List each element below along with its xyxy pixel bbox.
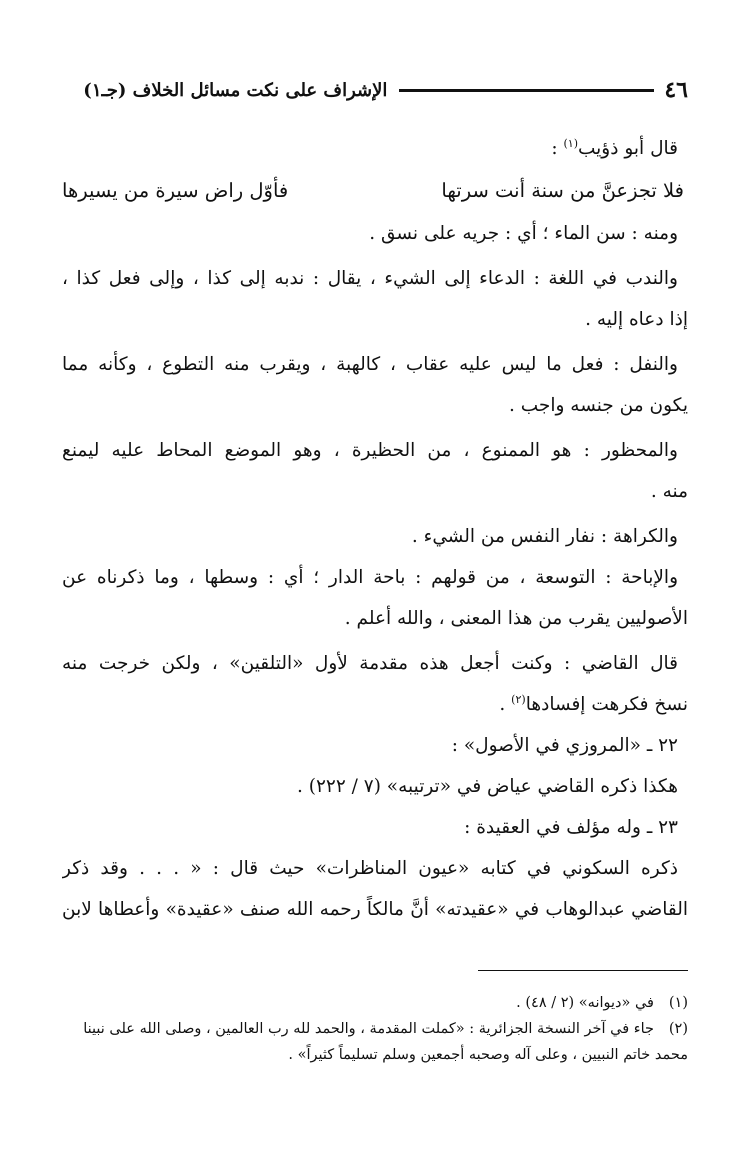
section-heading: ٢٣ ـ وله مؤلف في العقيدة : xyxy=(464,817,678,838)
footnote-number: (٢) xyxy=(668,1021,688,1037)
page-header xyxy=(62,72,688,108)
footnote-text: جاء في آخر النسخة الجزائرية : «كملت المقدمة ، والحمد لله رب العالمين ، وصلى الله على نبينا xyxy=(83,1021,654,1037)
text-line: إذا دعاه إليه . xyxy=(585,309,688,330)
text-line: يكون من جنسه واجب . xyxy=(508,395,688,416)
page-number: ٤٦ xyxy=(664,77,688,103)
text-line xyxy=(62,684,688,725)
text-line: منه . xyxy=(650,481,688,502)
footnote-separator xyxy=(478,970,688,971)
text-line: القاضي عبدالوهاب في «عقيدته» أنَّ مالكاً رحمه الله صنف «عقيدة» وأعطاها لابن xyxy=(62,899,688,920)
text-line: قال القاضي : وكنت أجعل هذه مقدمة لأول «التلقين» ، ولكن خرجت منه xyxy=(62,653,678,674)
footnotes xyxy=(62,990,688,1068)
verse-first-hemistich: فلا تجزعنَّ من سنة أنت سرتها xyxy=(441,179,684,202)
text-line: ومنه : سن الماء ؛ أي : جريه على نسق . xyxy=(369,223,678,244)
text-line: هكذا ذكره القاضي عياض في «ترتيبه» (٧ / ٢٢٢) . xyxy=(296,776,678,797)
verse-second-hemistich: فأوّل راض سيرة من يسيرها xyxy=(62,179,289,202)
text-run: . xyxy=(499,694,512,715)
main-text xyxy=(62,128,688,930)
header-rule xyxy=(399,89,654,92)
footnote-text: في «ديوانه» (٢ / ٤٨) . xyxy=(516,995,654,1011)
section-heading: ٢٢ ـ «المروزي في الأصول» : xyxy=(451,735,678,756)
footnote-ref-2: (٢) xyxy=(511,692,526,706)
footnote-ref-1: (١) xyxy=(563,136,578,150)
text-line: الأصوليين يقرب من هذا المعنى ، والله أعلم . xyxy=(344,608,688,629)
footnote-1 xyxy=(62,990,688,1016)
text-run: : xyxy=(551,138,564,159)
text-line: والنفل : فعل ما ليس عليه عقاب ، كالهبة ، ويقرب منه التطوع ، وكأنه مما xyxy=(62,354,678,375)
text-line xyxy=(62,128,688,169)
text-line: والمحظور : هو الممنوع ، من الحظيرة ، وهو الموضع المحاط عليه ليمنع xyxy=(62,440,678,461)
text-line: ذكره السكوني في كتابه «عيون المناظرات» حيث قال : « . . . وقد ذكر xyxy=(62,858,678,879)
footnote-number: (١) xyxy=(668,995,688,1011)
footnote-2-continuation: محمد خاتم النبيين ، وعلى آله وصحبه أجمعين وسلم تسليماً كثيراً» . xyxy=(288,1047,688,1063)
text-line: والكراهة : نفار النفس من الشيء . xyxy=(411,526,678,547)
text-run: قال أبو ذؤيب xyxy=(577,138,678,159)
text-line: والإباحة : التوسعة ، من قولهم : باحة الدار ؛ أي : وسطها ، وما ذكرناه عن xyxy=(62,567,678,588)
text-line: والندب في اللغة : الدعاء إلى الشيء ، يقال : ندبه إلى كذا ، وإلى فعل كذا ، xyxy=(62,268,678,289)
text-run: نسخ فكرهت إفسادها xyxy=(525,694,688,715)
footnote-2 xyxy=(62,1016,688,1042)
running-title: الإشراف على نكت مسائل الخلاف (جـ١) xyxy=(83,79,388,101)
poetry-verse xyxy=(62,169,688,213)
